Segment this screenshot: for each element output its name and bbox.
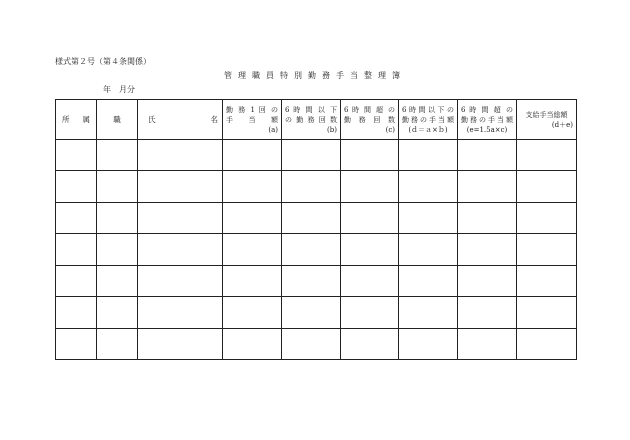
table-cell[interactable] [97, 140, 138, 171]
table-cell[interactable] [399, 265, 458, 296]
table-cell[interactable] [517, 202, 577, 233]
table-cell[interactable] [223, 140, 282, 171]
table-cell[interactable] [223, 171, 282, 202]
table-cell[interactable] [56, 202, 97, 233]
header-total-allowance: 支給手当総額 (d＋e) [517, 100, 577, 140]
header-name [138, 100, 223, 140]
table-cell[interactable] [138, 140, 223, 171]
table-cell[interactable] [458, 328, 517, 359]
table-cell[interactable] [399, 328, 458, 359]
table-cell[interactable] [517, 140, 577, 171]
table-cell[interactable] [458, 234, 517, 265]
table-cell[interactable] [97, 202, 138, 233]
table-cell[interactable] [56, 140, 97, 171]
table-row [56, 265, 577, 296]
table-cell[interactable] [223, 328, 282, 359]
table-cell[interactable] [399, 234, 458, 265]
form-title [0, 70, 630, 81]
header-count-under-6h: 6 時 間 以 下 の 勤 務 回 数 (b) [282, 100, 341, 140]
table-cell[interactable] [517, 328, 577, 359]
table-cell[interactable] [223, 234, 282, 265]
table-cell[interactable] [517, 171, 577, 202]
header-position: 職 [97, 100, 138, 140]
header-amount-under-6h: 6時間以下の 勤務の手当額 (ｄ＝ａ×ｂ) [399, 100, 458, 140]
table-cell[interactable] [282, 328, 341, 359]
table-row [56, 140, 577, 171]
header-name-left: 氏 [148, 115, 156, 124]
header-amount-over-6h: 6 時 間 超 の 勤務の手当額 (e=1.5a×c) [458, 100, 517, 140]
table-cell[interactable] [341, 171, 399, 202]
table-cell[interactable] [97, 234, 138, 265]
table-row [56, 202, 577, 233]
header-count-over-6h: 6 時 間 超 の 勤 務 回 数 (c) [341, 100, 399, 140]
table-cell[interactable] [282, 140, 341, 171]
table-cell[interactable] [458, 171, 517, 202]
table-cell[interactable] [138, 297, 223, 328]
table-cell[interactable] [223, 202, 282, 233]
table-cell[interactable] [341, 140, 399, 171]
table-cell[interactable] [223, 297, 282, 328]
header-allowance-per-duty: 勤 務 1 回 の 手 当 額 (a) [223, 100, 282, 140]
table-cell[interactable] [282, 234, 341, 265]
table-cell[interactable] [97, 297, 138, 328]
period-label: 年 月分 [103, 85, 135, 94]
table-cell[interactable] [341, 202, 399, 233]
table-row [56, 297, 577, 328]
table-cell[interactable] [341, 297, 399, 328]
header-name-right: 名 [210, 115, 218, 124]
table-cell[interactable] [97, 328, 138, 359]
table-cell[interactable] [138, 328, 223, 359]
allowance-ledger-table [55, 99, 577, 360]
table-cell[interactable] [399, 171, 458, 202]
table-row [56, 234, 577, 265]
table-cell[interactable] [458, 202, 517, 233]
header-affiliation: 所 属 [56, 100, 97, 140]
table-cell[interactable] [56, 297, 97, 328]
table-cell[interactable] [138, 234, 223, 265]
table-cell[interactable] [138, 202, 223, 233]
table-cell[interactable] [341, 265, 399, 296]
table-cell[interactable] [341, 234, 399, 265]
table-cell[interactable] [517, 234, 577, 265]
header-row [56, 100, 577, 140]
table-cell[interactable] [517, 297, 577, 328]
table-cell[interactable] [399, 202, 458, 233]
table-cell[interactable] [458, 140, 517, 171]
table-cell[interactable] [97, 171, 138, 202]
table-row [56, 171, 577, 202]
table-cell[interactable] [56, 234, 97, 265]
table-cell[interactable] [56, 171, 97, 202]
form-title-text: 管理職員特別勤務手当整理簿 [224, 71, 406, 80]
table-cell[interactable] [517, 265, 577, 296]
table-cell[interactable] [138, 265, 223, 296]
table-cell[interactable] [56, 328, 97, 359]
table-cell[interactable] [458, 265, 517, 296]
table-cell[interactable] [282, 171, 341, 202]
table-cell[interactable] [282, 265, 341, 296]
table-cell[interactable] [223, 265, 282, 296]
table-cell[interactable] [97, 265, 138, 296]
table-cell[interactable] [341, 328, 399, 359]
table-cell[interactable] [282, 297, 341, 328]
form-number: 様式第２号（第４条関係） [55, 57, 151, 66]
table-cell[interactable] [138, 171, 223, 202]
table-row [56, 328, 577, 359]
table-cell[interactable] [399, 297, 458, 328]
table-cell[interactable] [56, 265, 97, 296]
table-cell[interactable] [282, 202, 341, 233]
table-cell[interactable] [399, 140, 458, 171]
table-cell[interactable] [458, 297, 517, 328]
